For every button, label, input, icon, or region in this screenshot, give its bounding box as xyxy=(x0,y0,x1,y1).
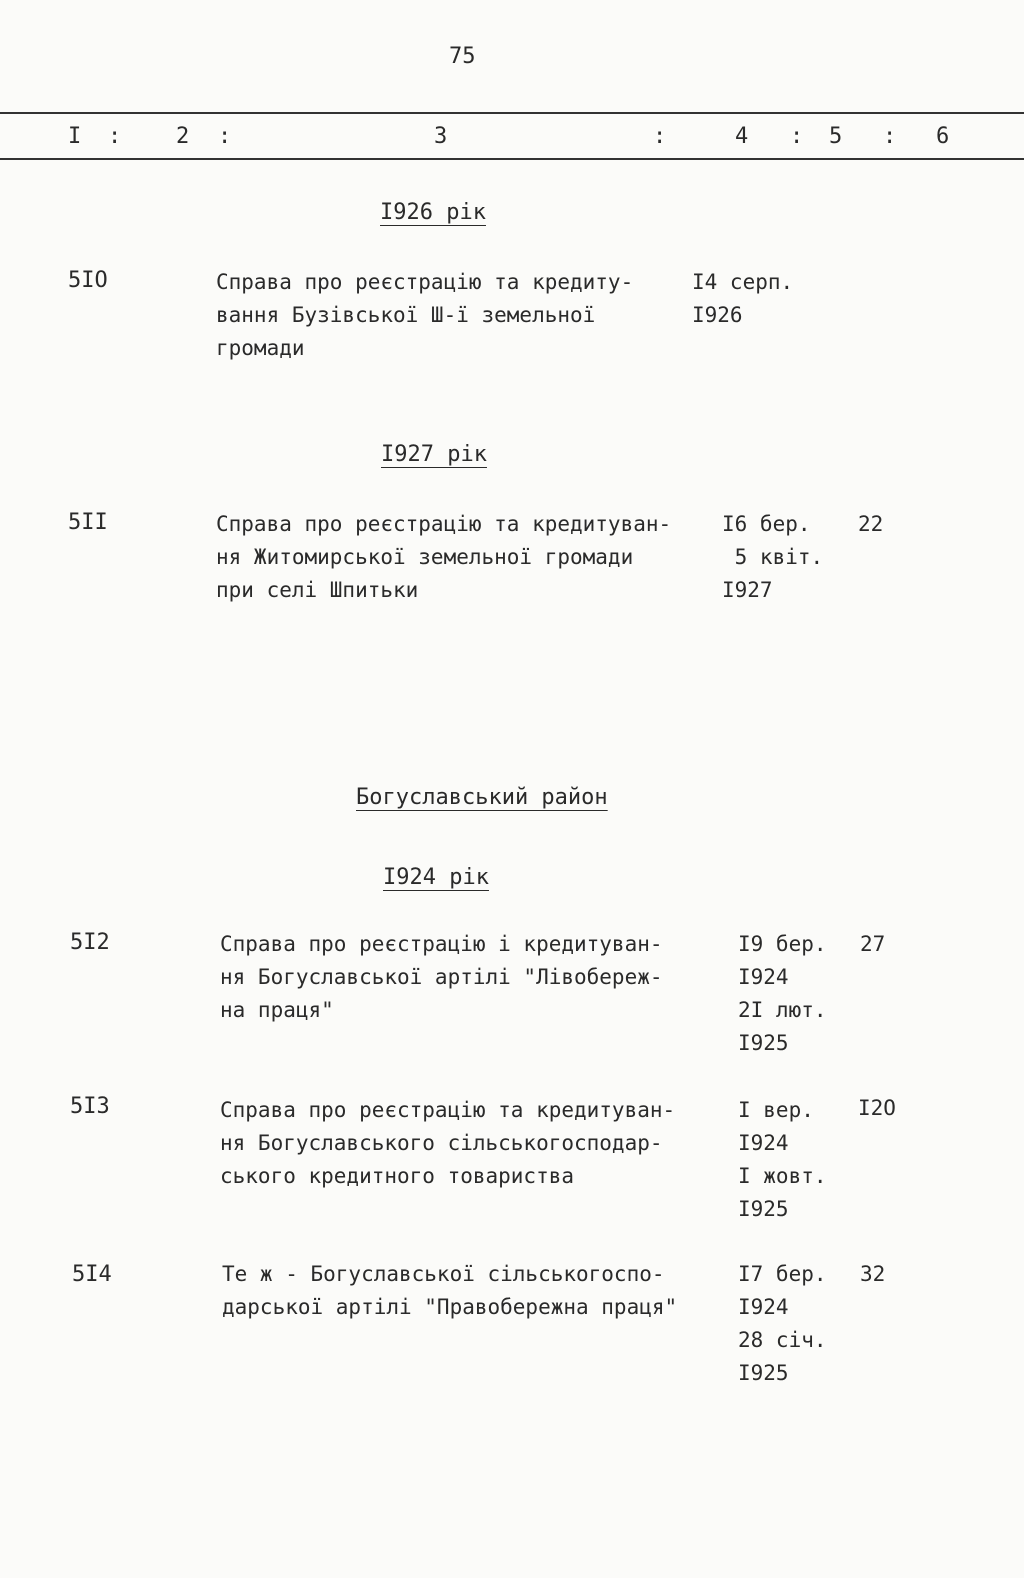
entry-description: Справа про реєстрацію та кредитуван- ня Житомирської земельної громади при селі Шпитьки xyxy=(216,512,672,602)
entry-number: 5I3 xyxy=(70,1094,110,1119)
page-number: 75 xyxy=(449,44,476,69)
column-header-5: 5 xyxy=(829,124,843,149)
entry-description: Справа про реєстрацію і кредитуван- ня Богуславської артілі "Лівобереж- на праця" xyxy=(220,932,663,1022)
entry-sheet-count: I2O xyxy=(858,1096,896,1120)
column-separator: : xyxy=(790,124,804,149)
entry-description: Справа про реєстрацію та кредитуван- ня Богуславського сільськогосподар- ського кредитного товариства xyxy=(220,1098,676,1188)
table-header-top-rule xyxy=(0,112,1024,114)
entry-number: 5I2 xyxy=(70,930,110,955)
year-heading-1924: I924 рік xyxy=(383,865,489,890)
column-separator: : xyxy=(883,124,897,149)
district-heading: Богуславський район xyxy=(356,785,608,810)
column-header-1: I xyxy=(68,124,82,149)
entry-description: Те ж - Богуславської сільськогоспо- дарської артілі "Правобережна праця" xyxy=(222,1262,678,1319)
entry-sheet-count: 22 xyxy=(858,512,884,536)
entry-dates: I9 бер. I924 2I лют. I925 xyxy=(738,932,827,1055)
year-heading-1926: I926 рік xyxy=(380,200,486,225)
column-header-2: 2 xyxy=(176,124,190,149)
entry-sheet-count: 32 xyxy=(860,1262,886,1286)
column-separator: : xyxy=(108,124,122,149)
entry-description: Справа про реєстрацію та кредиту- вання Бузівської Ш-ї земельної громади xyxy=(216,270,634,360)
entry-dates: I7 бер. I924 28 січ. I925 xyxy=(738,1262,827,1385)
entry-dates: I4 серп. I926 xyxy=(692,270,794,327)
entry-number: 5I4 xyxy=(72,1262,112,1287)
year-heading-1927: I927 рік xyxy=(381,442,487,467)
column-separator: : xyxy=(653,124,667,149)
entry-sheet-count: 27 xyxy=(860,932,886,956)
entry-dates: I6 бер. 5 квіт. I927 xyxy=(722,512,824,602)
entry-dates: I вер. I924 I жовт. I925 xyxy=(738,1098,827,1221)
entry-number: 5IO xyxy=(68,268,108,293)
column-header-4: 4 xyxy=(735,124,749,149)
column-separator: : xyxy=(218,124,232,149)
entry-number: 5II xyxy=(68,510,108,535)
table-header-bottom-rule xyxy=(0,158,1024,160)
column-header-3: 3 xyxy=(434,124,448,149)
column-header-6: 6 xyxy=(936,124,950,149)
